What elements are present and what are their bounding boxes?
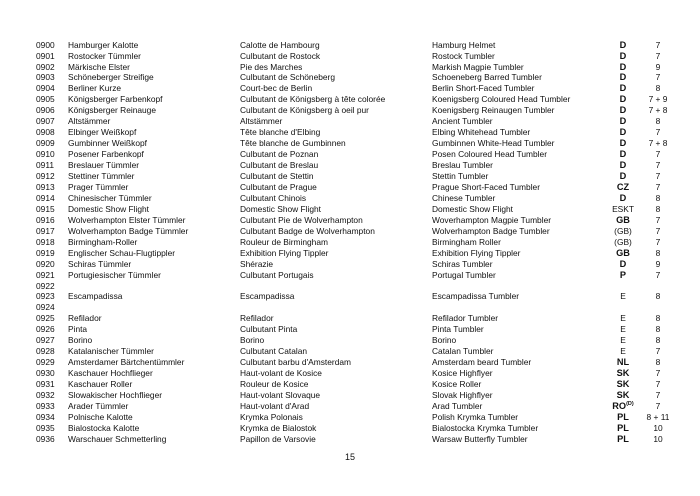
german-name: Wolverhampton Badge Tümmler <box>68 225 189 236</box>
group-number: 8 <box>655 247 661 258</box>
german-name: Königsberger Farbenkopf <box>68 94 163 105</box>
breed-code: 0909 <box>36 138 55 149</box>
table-row <box>0 94 700 105</box>
breed-code: 0905 <box>36 94 55 105</box>
breed-code: 0934 <box>36 411 55 422</box>
table-row <box>0 182 700 193</box>
country-code: SK <box>616 390 630 400</box>
table-row <box>0 401 700 412</box>
breed-code: 0931 <box>36 379 55 390</box>
group-number: 7 + 8 <box>648 105 668 116</box>
page-number: 15 <box>344 452 355 462</box>
group-number: 7 <box>655 171 661 181</box>
group-number: 7 <box>655 379 661 390</box>
french-name: Papillon de Varsovie <box>240 433 316 444</box>
country-code: E <box>620 324 626 335</box>
german-name: Warschauer Schmetterling <box>68 433 167 444</box>
country-code: D <box>619 39 627 50</box>
english-name: Gumbinnen White-Head Tumbler <box>432 138 555 149</box>
group-number: 8 <box>655 324 661 335</box>
group-number: 8 <box>655 116 661 127</box>
country-code: CZ <box>616 181 630 192</box>
breed-code: 0913 <box>36 181 55 192</box>
breed-code: 0924 <box>36 302 55 313</box>
country-code: E <box>620 291 626 302</box>
breed-code: 0920 <box>36 258 55 269</box>
group-number: 7 <box>655 160 661 171</box>
french-name: Culbutant Pinta <box>240 324 298 335</box>
country-code: D <box>619 72 627 83</box>
english-name: Prague Short-Faced Tumbler <box>432 181 540 192</box>
country-code: SK <box>616 379 630 390</box>
breed-code: 0921 <box>36 269 55 280</box>
breed-code: 0923 <box>36 291 55 302</box>
table-row <box>0 324 700 335</box>
french-name: Culbutant Badge de Wolverhampton <box>240 225 375 236</box>
german-name: Arader Tümmler <box>68 400 129 411</box>
table-row <box>0 379 700 390</box>
country-code: SK <box>616 368 630 379</box>
french-name: Exhibition Flying Tippler <box>240 247 329 258</box>
english-name: Domestic Show Flight <box>432 203 513 214</box>
table-row <box>0 127 700 138</box>
english-name: Posen Coloured Head Tumbler <box>432 149 547 160</box>
french-name: Culbutant Catalan <box>240 346 308 357</box>
french-name: Culbutant de Königsberg à tête colorée <box>240 94 386 105</box>
table-row <box>0 149 700 160</box>
table-row <box>0 434 700 445</box>
country-code: D <box>619 105 627 116</box>
english-name: Exhibition Flying Tippler <box>432 247 521 258</box>
french-name: Culbutant de Stettin <box>240 171 314 181</box>
french-name: Culbutant de Rostock <box>240 50 321 61</box>
german-name: Königsberger Reinauge <box>68 105 156 116</box>
table-row <box>0 248 700 259</box>
french-name: Culbutant de Poznan <box>240 149 319 160</box>
table-row <box>0 281 700 292</box>
french-name: Altstämmer <box>240 116 283 127</box>
table-row <box>0 270 700 281</box>
french-name: Culbutant Chinois <box>240 192 307 203</box>
group-number: 7 <box>655 236 661 247</box>
table-row <box>0 291 700 302</box>
table-row <box>0 83 700 94</box>
country-code: D <box>619 127 627 138</box>
french-name: Haut-volant Slovaque <box>240 390 321 400</box>
german-name: Schiras Tümmler <box>68 258 132 269</box>
french-name: Haut-volant de Kosice <box>240 368 322 379</box>
english-name: Koenigsberg Reinaugen Tumbler <box>432 105 555 116</box>
french-name: Shérazie <box>240 258 274 269</box>
german-name: Polnische Kalotte <box>68 411 133 422</box>
english-name: Borino <box>432 335 457 346</box>
table-row <box>0 51 700 62</box>
group-number: 7 <box>655 225 661 236</box>
group-number: 7 <box>655 50 661 61</box>
group-number: 7 <box>655 149 661 160</box>
breed-code: 0933 <box>36 400 55 411</box>
french-name: Tête blanche d'Elbing <box>240 127 321 138</box>
country-code: D <box>619 116 627 127</box>
breed-code: 0911 <box>36 160 55 171</box>
french-name: Rouleur de Kosice <box>240 379 309 390</box>
breed-code: 0935 <box>36 422 55 433</box>
english-name: Pinta Tumbler <box>432 324 484 335</box>
group-number: 7 <box>655 127 661 138</box>
french-name: Culbutant Portugais <box>240 269 314 280</box>
english-name: Kosice Roller <box>432 379 482 390</box>
english-name: Polish Krymka Tumbler <box>432 411 519 422</box>
table-row <box>0 390 700 401</box>
breed-code: 0915 <box>36 203 55 214</box>
group-number: 7 <box>655 400 661 411</box>
country-code: D <box>619 192 627 203</box>
country-code: E <box>620 335 626 346</box>
breed-code: 0901 <box>36 50 55 61</box>
english-name: Schiras Tumbler <box>432 258 493 269</box>
table-row <box>0 160 700 171</box>
group-number: 9 <box>655 61 661 72</box>
breed-code: 0928 <box>36 346 55 357</box>
english-name: Catalan Tumbler <box>432 346 494 357</box>
english-name: Escampadissa Tumbler <box>432 291 520 302</box>
table-row <box>0 313 700 324</box>
english-name: Ancient Tumbler <box>432 116 493 127</box>
english-name: Markish Magpie Tumbler <box>432 61 524 72</box>
english-name: Elbing Whitehead Tumbler <box>432 127 531 138</box>
table-row <box>0 193 700 204</box>
country-code: $RO^{(D)}$ <box>612 400 634 411</box>
french-name: Court-bec de Berlin <box>240 83 313 94</box>
french-name: Domestic Show Flight <box>240 203 321 214</box>
table-row <box>0 302 700 313</box>
table-row <box>0 215 700 226</box>
english-name: Portugal Tumbler <box>432 269 496 280</box>
group-number: 10 <box>653 422 663 433</box>
breed-code: 0900 <box>36 39 55 50</box>
german-name: Altstämmer <box>68 116 111 127</box>
breed-code: 0922 <box>36 280 55 291</box>
french-name: Escampadissa <box>240 291 295 302</box>
group-number: 8 <box>655 313 661 324</box>
country-code: D <box>619 94 627 105</box>
english-name: Wolverhampton Badge Tumbler <box>432 225 550 236</box>
group-number: 7 <box>655 39 661 50</box>
country-code: GB <box>616 214 630 225</box>
french-name: Pie des Marches <box>240 61 303 72</box>
german-name: Amsterdamer Bärtchentümmler <box>68 357 185 368</box>
german-name: Rostocker Tümmler <box>68 50 141 61</box>
french-name: Culbutant de Prague <box>240 181 317 192</box>
french-name: Krymka Polonais <box>240 411 303 422</box>
group-number: 7 <box>655 346 661 357</box>
german-name: Berliner Kurze <box>68 83 122 94</box>
breed-code: 0930 <box>36 368 55 379</box>
country-code: (GB) <box>614 225 632 236</box>
group-number: 7 <box>655 214 661 225</box>
table-row <box>0 40 700 51</box>
german-name: Elbinger Weißkopf <box>68 127 137 138</box>
breed-code: 0932 <box>36 390 55 400</box>
table-row <box>0 72 700 83</box>
french-name: Culbutant de Schöneberg <box>240 72 335 83</box>
breed-code: 0936 <box>36 433 55 444</box>
table-row <box>0 412 700 423</box>
german-name: Breslauer Tümmler <box>68 160 140 171</box>
german-name: Refilador <box>68 313 102 324</box>
breed-code: 0910 <box>36 149 55 160</box>
german-name: Slowakischer Hochflieger <box>68 390 163 400</box>
country-code: NL <box>616 357 630 368</box>
french-name: Calotte de Hambourg <box>240 39 320 50</box>
country-code: D <box>619 61 627 72</box>
german-name: Bialostocka Kalotte <box>68 422 140 433</box>
table-row <box>0 226 700 237</box>
breed-code: 0907 <box>36 116 55 127</box>
english-name: Kosice Highflyer <box>432 368 493 379</box>
german-name: Schöneberger Streifige <box>68 72 154 83</box>
german-name: Birmingham-Roller <box>68 236 138 247</box>
french-name: Rouleur de Birmingham <box>240 236 328 247</box>
french-name: Culbutant Pie de Wolverhampton <box>240 214 363 225</box>
group-number: 7 <box>655 390 661 400</box>
german-name: Englischer Schau-Flugtippler <box>68 247 176 258</box>
table-row <box>0 138 700 149</box>
country-code: D <box>619 138 627 149</box>
english-name: Arad Tumbler <box>432 400 483 411</box>
german-name: Posener Farbenkopf <box>68 149 144 160</box>
german-name: Prager Tümmler <box>68 181 129 192</box>
french-name: Refilador <box>240 313 274 324</box>
country-code: D <box>619 83 627 94</box>
english-name: Woverhampton Magpie Tumbler <box>432 214 552 225</box>
group-number: 7 + 8 <box>648 138 668 149</box>
french-name: Haut-volant d'Arad <box>240 400 310 411</box>
english-name: Rostock Tumbler <box>432 50 495 61</box>
country-code: D <box>619 149 627 160</box>
breed-code: 0912 <box>36 171 55 181</box>
group-number: 8 <box>655 203 661 214</box>
french-name: Culbutant de Breslau <box>240 160 319 171</box>
table-row <box>0 423 700 434</box>
table-row <box>0 116 700 127</box>
german-name: Domestic Show Flight <box>68 203 149 214</box>
group-number: 8 <box>655 291 661 302</box>
group-number: 10 <box>653 433 663 444</box>
group-number: 8 + 11 <box>646 411 670 422</box>
table-row <box>0 204 700 215</box>
german-name: Stettiner Tümmler <box>68 171 135 181</box>
country-code: GB <box>616 247 630 258</box>
country-code: D <box>619 258 627 269</box>
table-row <box>0 357 700 368</box>
english-name: Hamburg Helmet <box>432 39 496 50</box>
breed-code: 0903 <box>36 72 55 83</box>
group-number: 8 <box>655 192 661 203</box>
group-number: 7 <box>655 181 661 192</box>
table-row <box>0 171 700 182</box>
english-name: Chinese Tumbler <box>432 192 496 203</box>
group-number: 8 <box>655 335 661 346</box>
breed-code: 0914 <box>36 192 55 203</box>
country-code: ESKT <box>612 203 634 214</box>
english-name: Amsterdam beard Tumbler <box>432 357 532 368</box>
english-name: Koenigsberg Coloured Head Tumbler <box>432 94 571 105</box>
group-number: 7 <box>655 269 661 280</box>
group-number: 7 <box>655 368 661 379</box>
country-code: P <box>619 269 627 280</box>
group-number: 8 <box>655 357 661 368</box>
english-name: Schoeneberg Barred Tumbler <box>432 72 542 83</box>
german-name: Wolverhampton Elster Tümmler <box>68 214 186 225</box>
country-code: E <box>620 313 626 324</box>
table-row <box>0 62 700 73</box>
table-row <box>0 368 700 379</box>
table-row <box>0 346 700 357</box>
english-name: Slovak Highflyer <box>432 390 493 400</box>
breed-code: 0927 <box>36 335 55 346</box>
english-name: Birmingham Roller <box>432 236 501 247</box>
breed-code: 0918 <box>36 236 55 247</box>
english-name: Bialostocka Krymka Tumbler <box>432 422 539 433</box>
german-name: Kaschauer Hochflieger <box>68 368 153 379</box>
german-name: Portugiesischer Tümmler <box>68 269 161 280</box>
breed-code: 0908 <box>36 127 55 138</box>
breed-code: 0916 <box>36 214 55 225</box>
breed-code: 0929 <box>36 357 55 368</box>
french-name: Culbutant de Königsberg à oeil pur <box>240 105 369 116</box>
group-number: 9 <box>655 258 661 269</box>
breed-code: 0926 <box>36 324 55 335</box>
breed-code: 0919 <box>36 247 55 258</box>
german-name: Pinta <box>68 324 88 335</box>
breed-code: 0917 <box>36 225 55 236</box>
country-code: D <box>619 50 627 61</box>
group-number: 7 <box>655 72 661 83</box>
table-row <box>0 237 700 248</box>
country-superscript: (D) <box>626 400 634 407</box>
breed-code: 0906 <box>36 105 55 116</box>
french-name: Krymka de Bialostok <box>240 422 317 433</box>
english-name: Stettin Tumbler <box>432 171 489 181</box>
country-code: (GB) <box>614 236 632 247</box>
country-code: E <box>620 346 626 357</box>
group-number: 7 + 9 <box>648 94 668 105</box>
country-code: PL <box>617 433 629 444</box>
french-name: Culbutant barbu d'Amsterdam <box>240 357 351 368</box>
german-name: Borino <box>68 335 93 346</box>
group-number: 8 <box>655 83 661 94</box>
english-name: Berlin Short-Faced Tumbler <box>432 83 535 94</box>
table-row <box>0 259 700 270</box>
country-code: D <box>619 160 627 171</box>
french-name: Borino <box>240 335 265 346</box>
german-name: Hamburger Kalotte <box>68 39 139 50</box>
german-name: Kaschauer Roller <box>68 379 133 390</box>
table-row <box>0 105 700 116</box>
country-code: D <box>619 171 627 181</box>
german-name: Escampadissa <box>68 291 123 302</box>
table-row <box>0 335 700 346</box>
german-name: Märkische Elster <box>68 61 130 72</box>
english-name: Refilador Tumbler <box>432 313 499 324</box>
german-name: Chinesischer Tümmler <box>68 192 152 203</box>
country-code: PL <box>617 422 629 433</box>
breed-code: 0904 <box>36 83 55 94</box>
country-code: PL <box>617 411 629 422</box>
english-name: Breslau Tumbler <box>432 160 493 171</box>
breed-code: 0902 <box>36 61 55 72</box>
french-name: Tête blanche de Gumbinnen <box>240 138 346 149</box>
german-name: Gumbinner Weißkopf <box>68 138 147 149</box>
german-name: Katalanischer Tümmler <box>68 346 154 357</box>
breed-code: 0925 <box>36 313 55 324</box>
english-name: Warsaw Butterfly Tumbler <box>432 433 528 444</box>
